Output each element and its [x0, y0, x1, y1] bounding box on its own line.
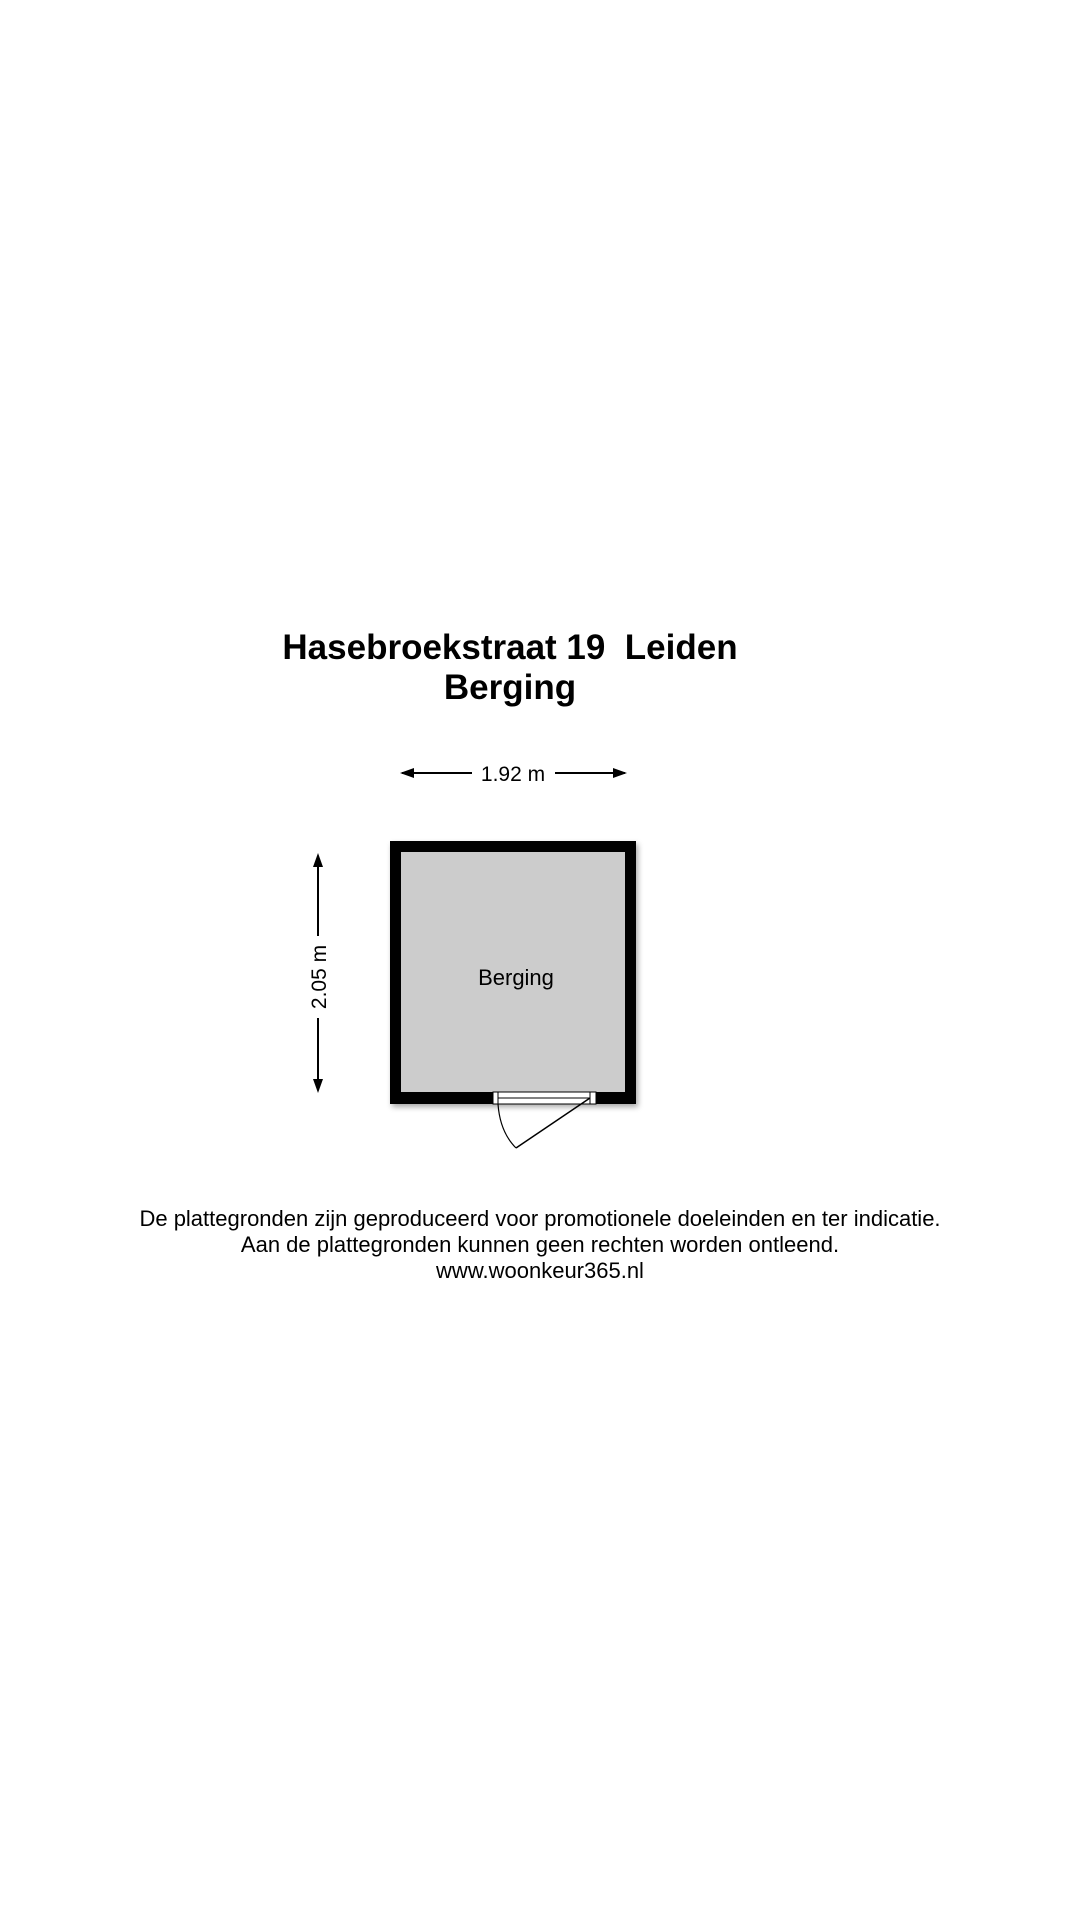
door-jamb-left — [493, 1092, 498, 1104]
door — [493, 1092, 596, 1148]
disclaimer-line-2: Aan de plattegronden kunnen geen rechten worden ontleend. — [240, 1232, 840, 1257]
door-swing-arc — [498, 1104, 516, 1148]
disclaimer-line-1: De plattegronden zijn geproduceerd voor promotionele doeleinden en ter indicatie. — [139, 1206, 941, 1231]
width-label: 1.92 m — [480, 763, 546, 786]
depth-dimension — [308, 853, 331, 1093]
room-berging — [390, 841, 636, 1104]
depth-arrow-bottom — [313, 1079, 323, 1093]
width-arrow-right — [613, 768, 627, 778]
floor-title: Berging — [443, 668, 577, 707]
depth-arrow-top — [313, 853, 323, 867]
address-title: Hasebroekstraat 19 Leiden — [282, 628, 738, 667]
door-jamb-right — [590, 1092, 596, 1104]
width-arrow-left — [400, 768, 414, 778]
room-label: Berging — [478, 965, 554, 990]
website-link: www.woonkeur365.nl — [436, 1258, 644, 1283]
depth-label: 2.05 m — [308, 944, 331, 1010]
door-leaf — [516, 1098, 590, 1148]
disclaimer — [40, 1206, 1040, 1284]
width-dimension — [400, 763, 627, 786]
